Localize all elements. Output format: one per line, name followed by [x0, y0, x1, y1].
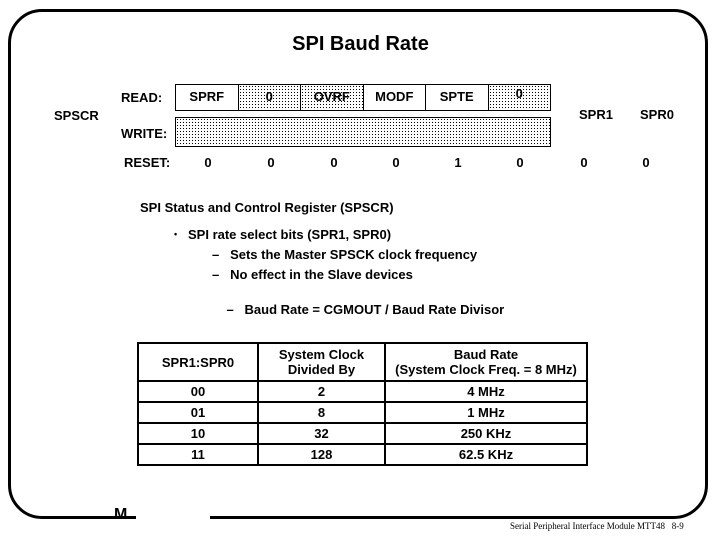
- brand-logo: M: [114, 506, 128, 523]
- bit-label-7: SPRF: [189, 89, 225, 104]
- table-cell: 62.5 KHz: [385, 444, 587, 465]
- bit-label-6: 0: [265, 89, 273, 104]
- sub-bullet-item: [174, 267, 504, 287]
- write-label: WRITE:: [121, 126, 168, 141]
- sub-bullet-item: [174, 247, 504, 267]
- table-cell: 00: [138, 381, 258, 402]
- table-header-row: [138, 343, 587, 381]
- dash-icon: –: [212, 267, 220, 282]
- register-write-row: [175, 117, 551, 147]
- sub-bullet-item: [174, 287, 505, 317]
- table-cell: 32: [258, 423, 385, 444]
- dash-icon: –: [212, 247, 220, 262]
- reset-value-4: 0: [392, 155, 400, 170]
- bit-cell-5: [301, 85, 364, 110]
- bit-label-4: MODF: [375, 89, 414, 104]
- table-cell: 2: [258, 381, 385, 402]
- bit-label-3: SPTE: [439, 89, 474, 104]
- table-row: [138, 402, 587, 423]
- bit-cell-4: [364, 85, 427, 110]
- reset-value-0: 0: [642, 155, 650, 170]
- table-row: [138, 423, 587, 444]
- register-caption: SPI Status and Control Register (SPSCR): [140, 200, 394, 215]
- read-label: READ:: [121, 90, 163, 105]
- register-read-row: [175, 84, 551, 111]
- sub-bullet-text: Sets the Master SPSCK clock frequency: [230, 247, 478, 262]
- header-cell: [138, 343, 258, 381]
- bit-label-5: OVRF: [313, 89, 350, 104]
- reset-value-2: 0: [516, 155, 524, 170]
- bit-cell-3: [426, 85, 489, 110]
- table-cell: 4 MHz: [385, 381, 587, 402]
- table-cell: 128: [258, 444, 385, 465]
- footer-text: Serial Peripheral Interface Module MTT48 8-9: [510, 521, 684, 531]
- sub-bullet-text: Baud Rate = CGMOUT / Baud Rate Divisor: [240, 302, 505, 317]
- bullet-list: [174, 227, 505, 317]
- bit-label-0: SPR0: [640, 107, 674, 122]
- header-text: Divided By: [287, 362, 356, 377]
- frame-gap: [136, 505, 210, 525]
- slide-title: SPI Baud Rate: [292, 33, 429, 55]
- bit-label-2: 0: [515, 86, 523, 101]
- header-text: SPR1:SPR0: [161, 354, 235, 370]
- table-row: [138, 444, 587, 465]
- table-cell: 01: [138, 402, 258, 423]
- reset-value-3: 1: [454, 155, 462, 170]
- reset-value-5: 0: [330, 155, 338, 170]
- table-cell: 8: [258, 402, 385, 423]
- reset-value-7: 0: [204, 155, 212, 170]
- table-row: [138, 381, 587, 402]
- reset-label: RESET:: [124, 155, 171, 170]
- bit-cell-6: [239, 85, 302, 110]
- reset-value-1: 0: [580, 155, 588, 170]
- register-name: SPSCR: [54, 108, 99, 123]
- bullet-dot-icon: •: [174, 229, 178, 239]
- bullet-item: [174, 227, 504, 247]
- dash-icon: –: [226, 302, 234, 317]
- header-cell: [258, 343, 385, 381]
- header-text: System Clock: [278, 347, 365, 362]
- bit-label-1: SPR1: [579, 107, 613, 122]
- table-cell: 10: [138, 423, 258, 444]
- bit-cell-2: [489, 85, 551, 110]
- sub-bullet-text: No effect in the Slave devices: [230, 267, 413, 282]
- header-cell: [385, 343, 587, 381]
- bit-cell-7: [176, 85, 239, 110]
- bullet-text: SPI rate select bits (SPR1, SPR0): [188, 227, 392, 242]
- baud-rate-table: [137, 342, 588, 466]
- reset-value-6: 0: [267, 155, 275, 170]
- table-cell: 11: [138, 444, 258, 465]
- header-text: (System Clock Freq. = 8 MHz): [395, 362, 577, 377]
- header-text: Baud Rate: [453, 347, 519, 362]
- table-cell: 250 KHz: [385, 423, 587, 444]
- table-cell: 1 MHz: [385, 402, 587, 423]
